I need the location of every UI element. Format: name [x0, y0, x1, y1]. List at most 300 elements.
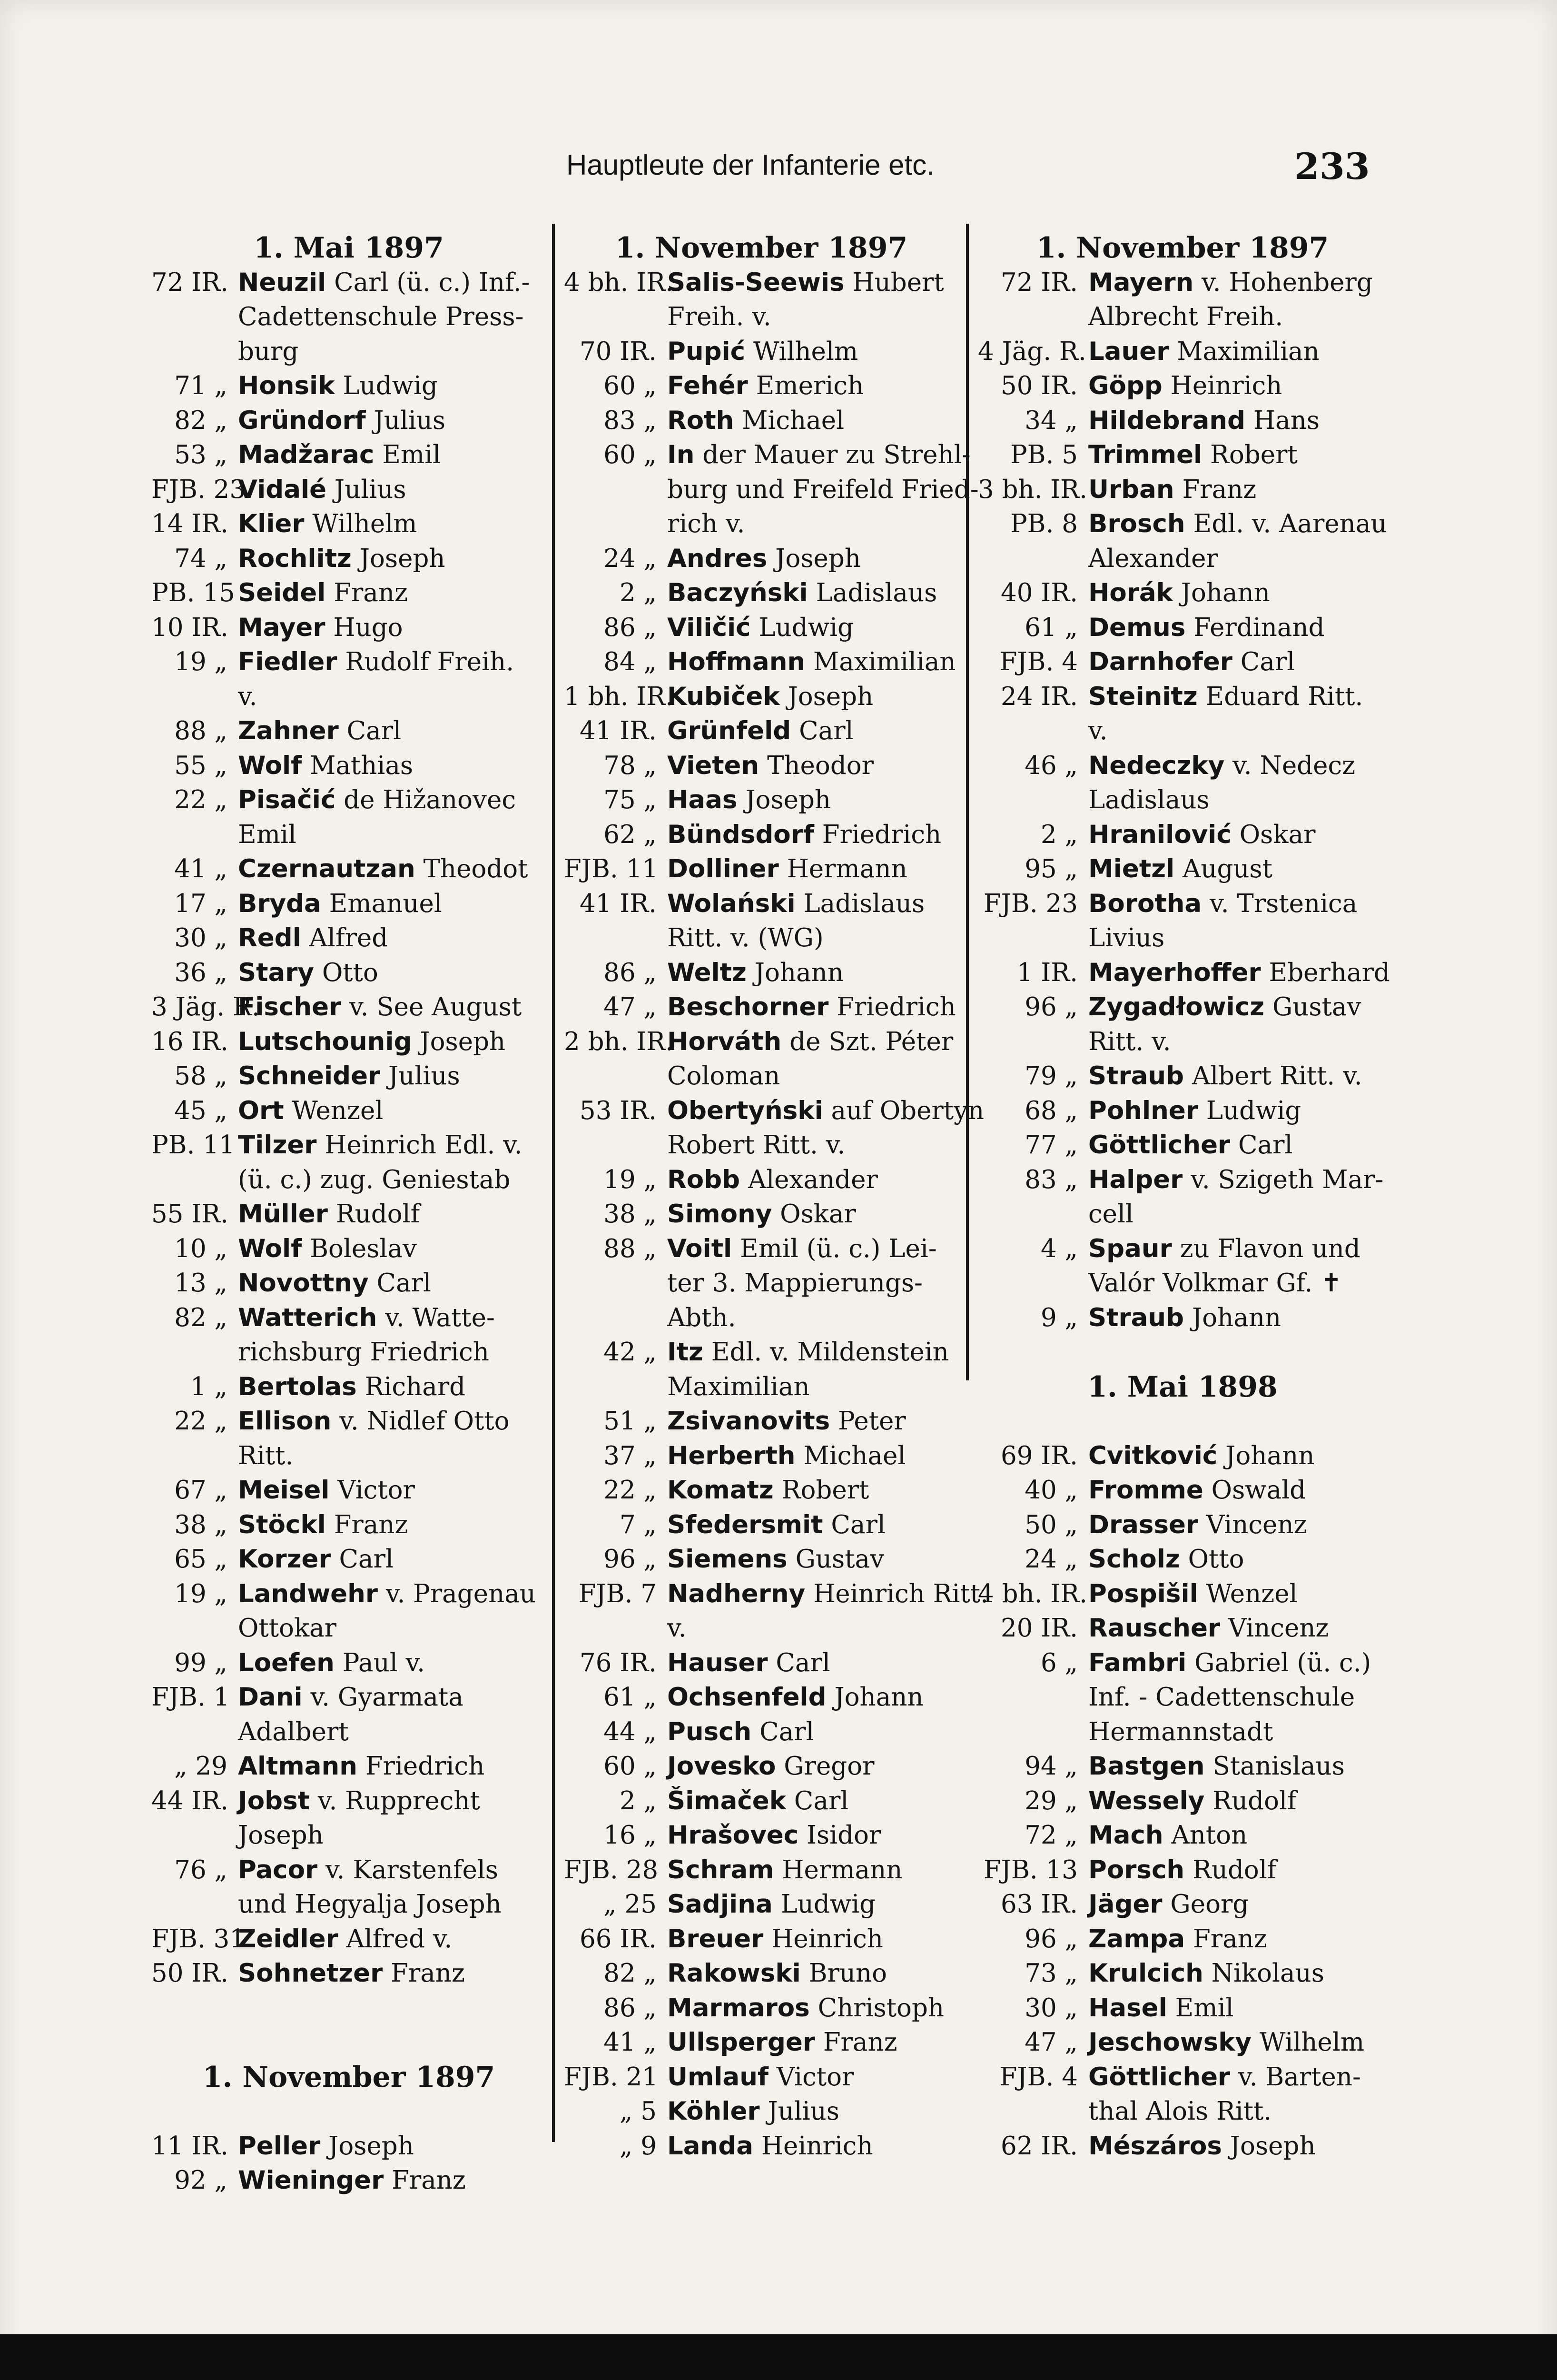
surname: Korzer — [238, 1545, 331, 1574]
officer-name: Demus Ferdinand — [1088, 613, 1325, 642]
regiment-label: 79 „ — [1025, 1061, 1078, 1091]
list-item — [978, 576, 1387, 611]
regiment-label: „ 5 — [619, 2097, 657, 2126]
regiment-label: 10 IR. — [151, 613, 228, 642]
surname: Wolf — [238, 1234, 302, 1263]
surname: Rauscher — [1088, 1614, 1221, 1643]
list-item — [564, 749, 959, 783]
surname: Beschorner — [667, 992, 829, 1021]
surname: Zampa — [1088, 1924, 1185, 1954]
section-heading: 1. November 1897 — [202, 2060, 495, 2094]
regiment-label: 61 „ — [1025, 613, 1078, 642]
surname: Halper — [1088, 1165, 1183, 1194]
officer-name: Mach Anton — [1088, 1821, 1248, 1850]
list-item — [978, 335, 1387, 369]
officer-name: Straub Albert Ritt. v. — [1088, 1061, 1362, 1091]
regiment-label: 4 Jäg. R. — [978, 337, 1086, 366]
list-item — [564, 1715, 959, 1750]
list-item — [978, 1818, 1387, 1853]
list-item — [564, 404, 959, 438]
list-item — [564, 542, 959, 576]
regiment-label: 2 „ — [619, 1786, 657, 1815]
regiment-label: 16 IR. — [151, 1027, 228, 1056]
officer-name: Dolliner Hermann — [667, 854, 907, 883]
regiment-label: PB. 8 — [1010, 509, 1078, 538]
officer-name: Trimmel Robert — [1088, 440, 1298, 469]
list-item — [564, 1404, 959, 1439]
regiment-label: 6 „ — [1040, 1648, 1078, 1677]
surname: Trimmel — [1088, 440, 1202, 469]
regiment-label: 2 „ — [1040, 820, 1078, 849]
surname: Jeschowsky — [1088, 2028, 1252, 2057]
surname: Umlauf — [667, 2062, 769, 2092]
list-item — [978, 1542, 1387, 1577]
surname: Šimaček — [667, 1786, 786, 1815]
surname: Zsivanovits — [667, 1407, 830, 1436]
regiment-label: 19 „ — [174, 647, 227, 676]
surname: Roth — [667, 406, 734, 435]
regiment-label: 50 IR. — [151, 1959, 228, 1988]
officer-name: Ort Wenzel — [238, 1096, 384, 1125]
regiment-label: 20 IR. — [1001, 1614, 1078, 1643]
surname: Pusch — [667, 1717, 752, 1746]
list-item — [564, 1818, 959, 1853]
officer-name: Ullsperger Franz — [667, 2028, 897, 2057]
regiment-label: 66 IR. — [580, 1924, 657, 1954]
officer-name: Breuer Heinrich — [667, 1924, 883, 1954]
officer-name: Hrašovec Isidor — [667, 1821, 881, 1850]
regiment-label: FJB. 28 — [564, 1855, 659, 1884]
list-item — [564, 714, 959, 749]
list-item — [978, 645, 1387, 680]
regiment-label: 36 „ — [174, 958, 227, 987]
continuation-line: Coloman — [667, 1061, 780, 1091]
regiment-label: 34 „ — [1025, 406, 1078, 435]
regiment-label: 41 „ — [603, 2028, 657, 2057]
regiment-label: 9 „ — [1040, 1303, 1078, 1332]
officer-name: Darnhofer Carl — [1088, 647, 1295, 676]
list-item — [564, 438, 971, 473]
officer-name: Novottny Carl — [238, 1269, 431, 1298]
surname: Schram — [667, 1855, 774, 1884]
regiment-label: 22 „ — [174, 785, 227, 814]
regiment-label: 53 IR. — [580, 1096, 657, 1125]
officer-name: Nadherny Heinrich Ritt. — [667, 1579, 988, 1608]
surname: Porsch — [1088, 1855, 1185, 1884]
list-item — [564, 680, 959, 714]
officer-name: Grünfeld Carl — [667, 716, 854, 745]
list-item — [978, 266, 1387, 300]
regiment-label: 3 bh. IR. — [978, 475, 1088, 504]
list-item — [151, 404, 546, 438]
surname: Pospišil — [1088, 1579, 1198, 1608]
surname: Mayer — [238, 613, 325, 642]
officer-name: Horák Johann — [1088, 578, 1270, 607]
list-item — [978, 1784, 1387, 1819]
surname: Pacor — [238, 1855, 318, 1884]
officer-name: Pupić Wilhelm — [667, 337, 858, 366]
officer-name: Zygadłowicz Gustav — [1088, 992, 1361, 1021]
officer-name: Mayern v. Hohenberg — [1088, 268, 1373, 297]
list-item — [564, 956, 959, 991]
list-item — [151, 369, 546, 404]
regiment-label: FJB. 21 — [564, 2062, 659, 2092]
regiment-label: 68 „ — [1025, 1096, 1078, 1125]
list-item — [151, 2163, 546, 2198]
surname: Watterich — [238, 1303, 377, 1332]
surname: Demus — [1088, 613, 1186, 642]
list-item — [151, 1128, 546, 1163]
surname: Straub — [1088, 1303, 1184, 1332]
continuation-line: rich v. — [667, 509, 745, 538]
list-item — [151, 1266, 546, 1301]
surname: Sohnetzer — [238, 1959, 383, 1988]
surname: Simony — [667, 1200, 772, 1229]
list-item — [151, 1059, 546, 1094]
surname: Stary — [238, 958, 314, 987]
list-item — [978, 1577, 1387, 1612]
list-item — [151, 473, 546, 507]
list-item — [564, 1473, 959, 1508]
list-item — [978, 611, 1387, 645]
regiment-label: 55 IR. — [151, 1200, 228, 1229]
regiment-label: FJB. 13 — [983, 1855, 1078, 1884]
officer-name: Mayer Hugo — [238, 613, 403, 642]
list-item — [978, 2129, 1387, 2164]
officer-name: Stary Otto — [238, 958, 378, 987]
surname: Ullsperger — [667, 2028, 815, 2057]
surname: Bastgen — [1088, 1752, 1205, 1781]
continuation-line: richsburg Friedrich — [238, 1338, 489, 1367]
regiment-label: 30 „ — [174, 923, 227, 952]
officer-name: Rochlitz Joseph — [238, 544, 445, 573]
regiment-label: 47 „ — [1025, 2028, 1078, 2057]
list-item — [151, 1749, 546, 1784]
surname: Landwehr — [238, 1579, 378, 1608]
regiment-label: 30 „ — [1025, 1993, 1078, 2023]
surname: Fiedler — [238, 647, 337, 676]
officer-name: Pospišil Wenzel — [1088, 1579, 1298, 1608]
list-item — [151, 1232, 546, 1267]
surname: Göttlicher — [1088, 1130, 1231, 1160]
officer-name: Peller Joseph — [238, 2131, 414, 2161]
officer-name: Gründorf Julius — [238, 406, 446, 435]
continuation-line: Freih. v. — [667, 302, 771, 331]
officer-name: Köhler Julius — [667, 2097, 840, 2126]
regiment-label: 41 „ — [174, 854, 227, 883]
surname: Mayern — [1088, 268, 1194, 297]
officer-name: Bertolas Richard — [238, 1372, 466, 1401]
list-item — [564, 2094, 959, 2129]
regiment-label: 4 bh. IR. — [564, 268, 674, 297]
list-item — [978, 1473, 1387, 1508]
regiment-label: 78 „ — [603, 751, 657, 780]
regiment-label: 45 „ — [174, 1096, 227, 1125]
officer-name: Honsik Ludwig — [238, 371, 438, 400]
surname: Redl — [238, 923, 301, 952]
regiment-label: 51 „ — [603, 1407, 657, 1436]
list-item — [978, 1163, 1387, 1198]
officer-name: Haas Joseph — [667, 785, 831, 814]
list-item — [151, 749, 546, 783]
continuation-line: Albrecht Freih. — [1088, 302, 1283, 331]
officer-name: Fromme Oswald — [1088, 1476, 1306, 1505]
continuation-line: Ritt. v. (WG) — [667, 923, 824, 952]
list-item — [564, 1542, 959, 1577]
regiment-label: FJB. 23 — [151, 475, 246, 504]
officer-name: Nedeczky v. Nedecz — [1088, 751, 1356, 780]
officer-name: Borotha v. Trstenica — [1088, 889, 1358, 918]
regiment-label: 50 „ — [1025, 1510, 1078, 1539]
regiment-label: 55 „ — [174, 751, 227, 780]
officer-name: Beschorner Friedrich — [667, 992, 956, 1021]
officer-name: Jeschowsky Wilhelm — [1088, 2028, 1365, 2057]
list-item — [564, 2025, 959, 2060]
regiment-label: 16 „ — [603, 1821, 657, 1850]
regiment-label: 58 „ — [174, 1061, 227, 1091]
officer-name: Voitl Emil (ü. c.) Lei- — [667, 1234, 937, 1263]
officer-name: Spaur zu Flavon und — [1088, 1234, 1360, 1263]
officer-name: Cvitković Johann — [1088, 1441, 1315, 1470]
surname: Herberth — [667, 1441, 796, 1470]
surname: Scholz — [1088, 1545, 1180, 1574]
list-item — [978, 1991, 1387, 2026]
surname: In — [667, 440, 695, 469]
continuation-line: Inf. - Cadettenschule — [1088, 1683, 1355, 1712]
regiment-label: 88 „ — [603, 1234, 657, 1263]
regiment-label: 22 „ — [603, 1476, 657, 1505]
officer-name: Hildebrand Hans — [1088, 406, 1320, 435]
regiment-label: 10 „ — [174, 1234, 227, 1263]
continuation-line: Ottokar — [238, 1614, 337, 1643]
list-item — [978, 2025, 1387, 2060]
list-item — [151, 645, 546, 680]
list-item — [978, 438, 1387, 473]
surname: Viličić — [667, 613, 751, 642]
officer-name: Meisel Victor — [238, 1476, 415, 1505]
list-item — [151, 576, 546, 611]
surname: Pohlner — [1088, 1096, 1198, 1125]
surname: Mietzl — [1088, 854, 1175, 883]
list-item — [978, 749, 1387, 783]
surname: Zygadłowicz — [1088, 992, 1265, 1021]
running-header: Hauptleute der Infanterie etc. — [566, 149, 935, 181]
officer-name: Mietzl August — [1088, 854, 1273, 883]
regiment-label: 62 „ — [603, 820, 657, 849]
regiment-label: 2 „ — [619, 578, 657, 607]
regiment-label: 92 „ — [174, 2166, 227, 2195]
surname: Schneider — [238, 1061, 381, 1091]
regiment-label: 76 IR. — [580, 1648, 657, 1677]
surname: Zeidler — [238, 1924, 338, 1954]
surname: Vidalé — [238, 475, 327, 504]
list-item — [151, 852, 546, 887]
column-3 — [978, 231, 1390, 2163]
regiment-label: FJB. 11 — [564, 854, 659, 883]
surname: Breuer — [667, 1924, 764, 1954]
officer-name: Pisačić de Hižanovec — [238, 785, 516, 814]
surname: Siemens — [667, 1545, 788, 1574]
surname: Sadjina — [667, 1890, 773, 1919]
list-item — [151, 1197, 546, 1232]
surname: Stöckl — [238, 1510, 326, 1539]
officer-name: Baczyński Ladislaus — [667, 578, 937, 607]
surname: Pupić — [667, 337, 746, 366]
continuation-line: Joseph — [238, 1821, 324, 1850]
regiment-label: 41 IR. — [580, 716, 657, 745]
officer-name: Neuzil Carl (ü. c.) Inf.- — [238, 268, 530, 297]
officer-name: Fischer v. See August — [238, 992, 522, 1021]
regiment-label: 83 „ — [603, 406, 657, 435]
list-item — [151, 1094, 546, 1129]
continuation-line: cell — [1088, 1200, 1133, 1229]
list-item — [564, 1335, 959, 1370]
list-item — [151, 1473, 546, 1508]
list-item — [151, 1853, 546, 1888]
officer-name: Rauscher Vincenz — [1088, 1614, 1329, 1643]
continuation-line: v. — [1088, 716, 1108, 745]
list-item — [151, 956, 546, 991]
surname: Dani — [238, 1683, 303, 1712]
officer-name: Kubiček Joseph — [667, 682, 874, 711]
surname: Hoffmann — [667, 647, 806, 676]
list-item — [978, 852, 1387, 887]
continuation-line: ter 3. Mappierungs- — [667, 1269, 923, 1298]
regiment-label: PB. 15 — [151, 578, 235, 607]
list-item — [151, 1370, 546, 1405]
regiment-label: 72 „ — [1025, 1821, 1078, 1850]
list-item — [978, 1853, 1387, 1888]
regiment-label: 11 IR. — [151, 2131, 228, 2161]
surname: Landa — [667, 2131, 753, 2161]
list-item — [151, 2129, 546, 2164]
list-item — [978, 1611, 1387, 1646]
regiment-label: 60 „ — [603, 1752, 657, 1781]
officer-name: Landwehr v. Pragenau — [238, 1579, 536, 1608]
surname: Grünfeld — [667, 716, 791, 745]
officer-name: Hasel Emil — [1088, 1993, 1234, 2023]
surname: Steinitz — [1088, 682, 1198, 711]
officer-name: Wessely Rudolf — [1088, 1786, 1297, 1815]
regiment-label: 95 „ — [1025, 854, 1078, 883]
regiment-label: FJB. 1 — [151, 1683, 230, 1712]
continuation-line: v. — [667, 1614, 687, 1643]
regiment-label: 86 „ — [603, 958, 657, 987]
officer-name: Wolf Boleslav — [238, 1234, 417, 1263]
list-item — [564, 1680, 959, 1715]
list-item — [151, 783, 546, 818]
officer-name: Roth Michael — [667, 406, 845, 435]
surname: Haas — [667, 785, 738, 814]
regiment-label: 74 „ — [174, 544, 227, 573]
regiment-label: FJB. 23 — [983, 889, 1078, 918]
officer-name: Wolański Ladislaus — [667, 889, 925, 918]
list-item — [564, 1025, 959, 1060]
list-item — [151, 1301, 546, 1336]
list-item — [978, 1128, 1387, 1163]
list-item — [151, 1404, 546, 1439]
surname: Göttlicher — [1088, 2062, 1231, 2092]
section-heading: 1. Mai 1898 — [1087, 1370, 1278, 1404]
officer-name: Drasser Vincenz — [1088, 1510, 1307, 1539]
surname: Fambri — [1088, 1648, 1187, 1677]
continuation-line: Emil — [238, 820, 296, 849]
list-item — [151, 1922, 546, 1957]
officer-name: Watterich v. Watte- — [238, 1303, 495, 1332]
regiment-label: 65 „ — [174, 1545, 227, 1574]
surname: Rochlitz — [238, 544, 352, 573]
list-item — [151, 1956, 546, 1991]
officer-name: Stöckl Franz — [238, 1510, 408, 1539]
officer-name: Sohnetzer Franz — [238, 1959, 465, 1988]
list-item — [564, 783, 959, 818]
list-item — [978, 990, 1387, 1025]
list-item — [564, 266, 959, 300]
list-item — [564, 1991, 959, 2026]
officer-name: Hoffmann Maximilian — [667, 647, 956, 676]
regiment-label: 60 „ — [603, 440, 657, 469]
surname: Fromme — [1088, 1476, 1203, 1505]
regiment-label: 88 „ — [174, 716, 227, 745]
officer-name: Lauer Maximilian — [1088, 337, 1320, 366]
regiment-label: 63 IR. — [1001, 1890, 1078, 1919]
list-item — [978, 1094, 1387, 1129]
list-item — [564, 1784, 959, 1819]
continuation-line: Cadettenschule Press- — [238, 302, 524, 331]
regiment-label: 46 „ — [1025, 751, 1078, 780]
surname: Nedeczky — [1088, 751, 1225, 780]
spacer — [978, 1335, 1387, 1370]
list-item — [151, 1784, 546, 1819]
regiment-label: „ 29 — [174, 1752, 227, 1781]
regiment-label: 40 IR. — [1001, 578, 1078, 607]
list-item — [151, 542, 546, 576]
regiment-label: 70 IR. — [580, 337, 657, 366]
regiment-label: 38 „ — [174, 1510, 227, 1539]
surname: Obertyński — [667, 1096, 823, 1125]
list-item — [564, 645, 959, 680]
surname: Müller — [238, 1200, 328, 1229]
list-item — [564, 1956, 959, 1991]
officer-name: Bündsdorf Friedrich — [667, 820, 942, 849]
list-item — [564, 1749, 959, 1784]
officer-name: Weltz Johann — [667, 958, 844, 987]
regiment-label: „ 25 — [603, 1890, 657, 1919]
list-item — [978, 680, 1387, 714]
regiment-label: 94 „ — [1025, 1752, 1078, 1781]
officer-name: Herberth Michael — [667, 1441, 906, 1470]
officer-name: Sfedersmit Carl — [667, 1510, 886, 1539]
surname: Hranilović — [1088, 820, 1232, 849]
surname: Göpp — [1088, 371, 1163, 400]
regiment-label: 86 „ — [603, 1993, 657, 2023]
officer-name: Pusch Carl — [667, 1717, 814, 1746]
officer-name: Simony Oskar — [667, 1200, 856, 1229]
surname: Meisel — [238, 1476, 330, 1505]
officer-name: In der Mauer zu Strehl- — [667, 440, 971, 469]
officer-name: Ellison v. Nidlef Otto — [238, 1407, 510, 1436]
officer-name: Jäger Georg — [1088, 1890, 1249, 1919]
officer-name: Wolf Mathias — [238, 751, 414, 780]
regiment-label: 40 „ — [1025, 1476, 1078, 1505]
continuation-line: Hermannstadt — [1088, 1717, 1273, 1746]
surname: Mayerhoffer — [1088, 958, 1261, 987]
list-item — [151, 1025, 546, 1060]
list-item — [564, 1646, 959, 1681]
list-item — [564, 1577, 988, 1612]
surname: Ellison — [238, 1407, 332, 1436]
surname: Marmaros — [667, 1993, 810, 2023]
